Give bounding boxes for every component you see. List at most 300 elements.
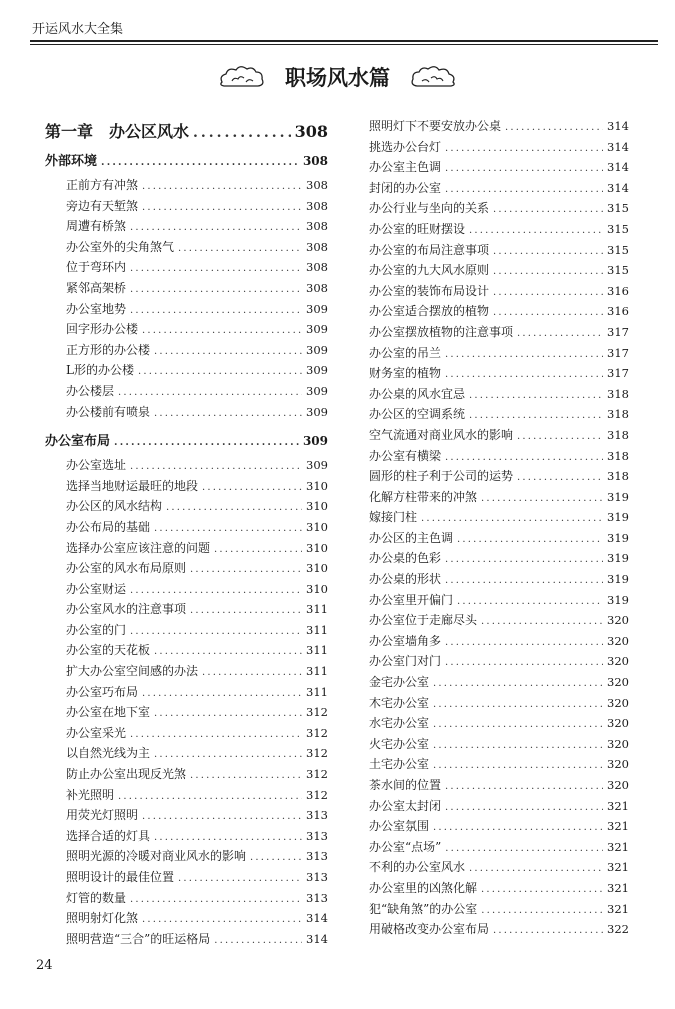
entry-title: 补光照明: [66, 787, 115, 802]
entry-title: 空气流通对商业风水的影响: [369, 427, 514, 442]
entry-title: 办公桌的风水宜忌: [369, 386, 466, 401]
entry-title: 照明光源的冷暖对商业风水的影响: [66, 849, 247, 864]
toc-entry[interactable]: [45, 476, 328, 497]
entry-page: 313: [306, 828, 328, 843]
entry-page: 315: [607, 263, 629, 278]
leader-dots: [445, 365, 603, 386]
entry-page: 321: [607, 880, 629, 895]
entry-page: 314: [306, 931, 328, 946]
entry-page: 316: [607, 283, 629, 298]
entry-page: 311: [306, 622, 328, 637]
toc-entry[interactable]: [369, 899, 629, 920]
toc-entry[interactable]: [369, 816, 629, 837]
toc-entry[interactable]: [45, 455, 328, 476]
toc-entry[interactable]: [45, 908, 328, 929]
toc-entry[interactable]: [369, 446, 629, 467]
leader-dots: [445, 345, 603, 366]
entry-title: 办公室适合摆放的植物: [369, 304, 490, 319]
toc-entry[interactable]: [45, 278, 328, 299]
entry-title: 办公室的九大风水原则: [369, 263, 490, 278]
entry-page: 319: [607, 530, 629, 545]
toc-entry[interactable]: [369, 507, 629, 528]
leader-dots: [481, 901, 603, 922]
entry-page: 320: [607, 633, 629, 648]
toc-entry[interactable]: [369, 693, 629, 714]
entry-title: 灯管的数量: [66, 890, 127, 905]
running-header: [30, 14, 650, 44]
entry-page: 321: [607, 798, 629, 813]
toc-entry[interactable]: [45, 299, 328, 320]
leader-dots: [469, 386, 603, 407]
entry-page: 312: [306, 705, 328, 720]
leader-dots: [433, 715, 603, 736]
part-title: 职场风水篇: [285, 66, 390, 90]
toc-entry[interactable]: [45, 538, 328, 559]
entry-page: 308: [306, 260, 328, 275]
leader-dots: [154, 519, 302, 540]
entry-title: 茶水间的位置: [369, 778, 442, 792]
toc-entry[interactable]: [369, 384, 629, 405]
entry-title: 办公室的布局注意事项: [369, 242, 490, 257]
entry-page: 320: [607, 675, 629, 690]
entry-title: 办公室太封闭: [369, 798, 442, 813]
entry-page: 320: [607, 654, 629, 669]
toc-entry[interactable]: [45, 402, 328, 423]
leader-dots: [445, 159, 603, 180]
entry-page: 312: [306, 767, 328, 782]
toc-entry[interactable]: [45, 640, 328, 661]
entry-page: 319: [607, 592, 629, 607]
entry-page: 314: [607, 119, 629, 133]
toc-entry[interactable]: [369, 343, 629, 364]
leader-dots: [445, 777, 603, 798]
entry-title: 办公区的风水结构: [66, 499, 163, 514]
leader-dots: [130, 218, 302, 239]
leader-dots: [517, 468, 603, 489]
leader-dots: [118, 383, 302, 404]
toc-entry[interactable]: [45, 785, 328, 806]
entry-title: 办公室选址: [66, 458, 127, 473]
entry-page: 310: [306, 499, 328, 514]
chapter-title: 第一章 办公区风水: [45, 122, 190, 141]
entry-title: 犯“缺角煞”的办公室: [369, 901, 478, 916]
leader-dots: [142, 684, 302, 705]
entry-title: 办公桌的形状: [369, 572, 442, 587]
leader-dots: [481, 612, 603, 633]
leader-dots: [101, 149, 299, 176]
toc-entry[interactable]: [45, 805, 328, 826]
entry-page: 319: [607, 510, 629, 525]
entry-page: 310: [306, 581, 328, 596]
toc-entry[interactable]: [45, 888, 328, 909]
leader-dots: [493, 262, 603, 283]
entry-title: 办公室主色调: [369, 160, 442, 175]
entry-title: 办公室的风水布局原则: [66, 561, 187, 576]
entry-page: 316: [607, 304, 629, 319]
toc-entry[interactable]: [45, 743, 328, 764]
leader-dots: [130, 622, 302, 643]
entry-page: 313: [306, 870, 328, 884]
toc-entry[interactable]: [369, 404, 629, 425]
leader-dots: [421, 509, 603, 530]
leader-dots: [517, 427, 603, 448]
toc-entry[interactable]: [45, 319, 328, 340]
entry-title: 用荧光灯照明: [66, 808, 139, 823]
page-number: 24: [36, 958, 53, 973]
leader-dots: [481, 880, 603, 901]
leader-dots: [445, 180, 603, 201]
leader-dots: [202, 478, 302, 499]
entry-title: 办公室有横梁: [369, 448, 442, 463]
entry-page: 309: [306, 383, 328, 398]
toc-column-right: [369, 116, 629, 940]
toc-entry[interactable]: [369, 734, 629, 755]
cloud-ornament-right-icon: [405, 64, 457, 90]
entry-title: 办公室的门: [66, 622, 127, 637]
entry-page: 318: [607, 386, 629, 401]
toc-entry[interactable]: [45, 196, 328, 217]
leader-dots: [433, 736, 603, 757]
leader-dots: [469, 221, 603, 242]
entry-page: 320: [607, 736, 629, 751]
entry-page: 308: [306, 280, 328, 295]
leader-dots: [154, 342, 302, 363]
toc-entry[interactable]: [369, 219, 629, 240]
entry-page: 311: [306, 684, 328, 699]
toc-entry[interactable]: [45, 682, 328, 703]
toc-entry[interactable]: [369, 178, 629, 199]
leader-dots: [505, 118, 603, 139]
entry-page: 314: [607, 180, 629, 195]
toc-entry[interactable]: [45, 929, 328, 950]
entry-title: 周遭有桥煞: [66, 219, 127, 234]
entry-title: 办公室的天花板: [66, 643, 151, 658]
entry-page: 314: [607, 160, 629, 175]
toc-entry[interactable]: [45, 257, 328, 278]
entry-page: 312: [306, 746, 328, 761]
leader-dots: [130, 581, 302, 602]
leader-dots: [190, 601, 302, 622]
entry-title: 办公行业与坐向的关系: [369, 201, 490, 216]
entry-page: 309: [306, 342, 328, 357]
entry-title: 办公室地势: [66, 301, 127, 316]
toc-entry[interactable]: [369, 137, 629, 158]
leader-dots: [493, 303, 603, 324]
leader-dots: [138, 362, 302, 383]
toc-entry[interactable]: [45, 360, 328, 381]
entry-title: L形的办公楼: [66, 363, 134, 378]
leader-dots: [142, 321, 302, 342]
entry-page: 311: [306, 602, 328, 617]
entry-title: 办公布局的基础: [66, 519, 151, 534]
entry-title: 办公楼前有喷泉: [66, 404, 151, 419]
entry-page: 318: [607, 407, 629, 422]
entry-title: 办公区的主色调: [369, 530, 454, 545]
entry-page: 311: [306, 664, 328, 679]
entry-page: 310: [306, 540, 328, 555]
entry-page: 321: [607, 901, 629, 916]
entry-page: 320: [607, 695, 629, 710]
entry-page: 310: [306, 561, 328, 576]
leader-dots: [178, 239, 302, 260]
book-title: 开运风水大全集: [32, 22, 124, 37]
toc-entry[interactable]: [369, 919, 629, 940]
entry-title: 照明射灯化煞: [66, 911, 139, 926]
toc-entry[interactable]: [45, 496, 328, 517]
toc-entry[interactable]: [369, 796, 629, 817]
toc-entry[interactable]: [369, 569, 629, 590]
leader-dots: [445, 839, 603, 860]
leader-dots: [142, 198, 302, 219]
entry-page: 309: [306, 363, 328, 378]
section-entry[interactable]: [45, 148, 328, 175]
entry-page: 314: [306, 911, 328, 926]
leader-dots: [214, 540, 302, 561]
entry-page: 315: [607, 221, 629, 236]
toc-entry[interactable]: [45, 764, 328, 785]
leader-dots: [493, 283, 603, 304]
toc-entry[interactable]: [369, 301, 629, 322]
leader-dots: [154, 404, 302, 425]
toc-entry[interactable]: [369, 672, 629, 693]
leader-dots: [130, 280, 302, 301]
section-entry[interactable]: [45, 428, 328, 455]
entry-title: 外部环境: [45, 154, 98, 169]
entry-page: 318: [607, 427, 629, 442]
toc-entry[interactable]: [45, 517, 328, 538]
leader-dots: [517, 324, 603, 345]
entry-page: 308: [306, 219, 328, 234]
leader-dots: [481, 489, 603, 510]
entry-page: 320: [607, 757, 629, 772]
entry-title: 照明营造“三合”的旺运格局: [66, 931, 211, 946]
leader-dots: [154, 704, 302, 725]
entry-page: 309: [302, 434, 328, 449]
entry-title: 办公区的空调系统: [369, 407, 466, 422]
toc-entry[interactable]: [369, 651, 629, 672]
toc-entry[interactable]: [369, 487, 629, 508]
leader-dots: [154, 828, 302, 849]
header-rule-thin: [30, 44, 658, 45]
entry-page: 308: [306, 239, 328, 254]
entry-page: 313: [306, 849, 328, 864]
toc-entry[interactable]: [369, 610, 629, 631]
leader-dots: [130, 890, 302, 911]
toc-entry[interactable]: [369, 281, 629, 302]
toc-entry[interactable]: [369, 157, 629, 178]
entry-page: 318: [607, 448, 629, 463]
entry-title: 办公室位于走廊尽头: [369, 613, 478, 628]
toc-entry[interactable]: [45, 867, 328, 888]
toc-list-right: [369, 116, 629, 940]
toc-entry[interactable]: [45, 723, 328, 744]
entry-title: 办公室布局: [45, 434, 111, 450]
entry-title: 办公室的装饰布局设计: [369, 283, 490, 298]
toc-entry[interactable]: [369, 363, 629, 384]
entry-page: 309: [306, 458, 328, 473]
entry-title: 选择当地财运最旺的地段: [66, 478, 199, 493]
entry-page: 308: [302, 154, 328, 168]
entry-title: 圆形的柱子利于公司的运势: [369, 469, 514, 484]
leader-dots: [193, 117, 291, 149]
toc-entry[interactable]: [45, 826, 328, 847]
toc-entry[interactable]: [369, 198, 629, 219]
entry-title: 不利的办公室风水: [369, 860, 466, 875]
entry-title: 照明设计的最佳位置: [66, 870, 175, 884]
entry-page: 321: [607, 860, 629, 875]
leader-dots: [493, 200, 603, 221]
cloud-ornament-left-icon: [218, 64, 270, 90]
entry-page: 309: [306, 301, 328, 316]
leader-dots: [433, 818, 603, 839]
toc-entry[interactable]: [369, 857, 629, 878]
leader-dots: [130, 301, 302, 322]
entry-title: 木宅办公室: [369, 695, 430, 710]
leader-dots: [154, 745, 302, 766]
toc-entry[interactable]: [45, 599, 328, 620]
entry-page: 317: [607, 345, 629, 360]
entry-title: 紧邻高架桥: [66, 280, 127, 295]
entry-title: 办公室的旺财摆设: [369, 221, 466, 236]
entry-title: 土宅办公室: [369, 757, 430, 772]
entry-title: 扩大办公室空间感的办法: [66, 664, 199, 679]
entry-page: 308: [306, 198, 328, 213]
leader-dots: [433, 695, 603, 716]
toc-entry[interactable]: [369, 240, 629, 261]
entry-title: 照明灯下不要安放办公桌: [369, 119, 502, 133]
entry-title: 办公室里开偏门: [369, 592, 454, 607]
toc-entry[interactable]: [45, 216, 328, 237]
toc-entry[interactable]: [45, 381, 328, 402]
entry-title: 选择合适的灯具: [66, 828, 151, 843]
entry-page: 315: [607, 201, 629, 216]
entry-title: 办公室的吊兰: [369, 345, 442, 360]
entry-page: 309: [306, 322, 328, 337]
entry-page: 319: [607, 489, 629, 504]
entry-page: 319: [607, 572, 629, 587]
toc-entry[interactable]: [45, 620, 328, 641]
toc-entry[interactable]: [369, 837, 629, 858]
entry-page: 315: [607, 242, 629, 257]
toc-entry[interactable]: [45, 846, 328, 867]
leader-dots: [457, 592, 603, 613]
entry-page: 313: [306, 808, 328, 823]
leader-dots: [178, 869, 302, 890]
entry-title: 正前方有冲煞: [66, 178, 139, 192]
entry-title: 办公室墙角多: [369, 633, 442, 648]
leader-dots: [166, 498, 302, 519]
leader-dots: [214, 931, 302, 952]
toc-entry[interactable]: [369, 713, 629, 734]
toc-entry[interactable]: [369, 116, 629, 137]
entry-title: 办公室“点场”: [369, 839, 442, 854]
entry-title: 办公室外的尖角煞气: [66, 239, 175, 254]
entry-page: 312: [306, 725, 328, 740]
leader-dots: [445, 798, 603, 819]
toc-entry[interactable]: [45, 340, 328, 361]
toc-entry[interactable]: [369, 322, 629, 343]
toc-entry[interactable]: [369, 878, 629, 899]
entry-title: 办公室里的凶煞化解: [369, 880, 478, 895]
entry-page: 311: [306, 643, 328, 658]
entry-title: 财务室的植物: [369, 366, 442, 381]
toc-entry[interactable]: [369, 631, 629, 652]
leader-dots: [250, 848, 302, 869]
chapter-entry[interactable]: [45, 116, 328, 148]
toc-entry[interactable]: [45, 175, 328, 196]
entry-page: 313: [306, 890, 328, 905]
leader-dots: [469, 859, 603, 880]
leader-dots: [130, 725, 302, 746]
entry-page: 317: [607, 324, 629, 339]
leader-dots: [190, 560, 302, 581]
entry-title: 回字形办公楼: [66, 322, 139, 337]
leader-dots: [154, 642, 302, 663]
entry-page: 321: [607, 839, 629, 854]
leader-dots: [445, 633, 603, 654]
toc-entry[interactable]: [369, 425, 629, 446]
toc-entry[interactable]: [369, 548, 629, 569]
entry-title: 防止办公室出现反光煞: [66, 767, 187, 782]
entry-title: 位于弯环内: [66, 260, 127, 275]
leader-dots: [202, 663, 302, 684]
leader-dots: [130, 457, 302, 478]
leader-dots: [142, 910, 302, 931]
toc-list-left: [45, 148, 328, 949]
leader-dots: [433, 756, 603, 777]
entry-title: 用破格改变办公室布局: [369, 922, 490, 937]
leader-dots: [445, 139, 603, 160]
toc-entry[interactable]: [369, 260, 629, 281]
entry-page: 318: [607, 469, 629, 484]
entry-page: 308: [306, 178, 328, 192]
entry-title: 办公室财运: [66, 581, 127, 596]
toc-entry[interactable]: [369, 528, 629, 549]
leader-dots: [469, 406, 603, 427]
leader-dots: [493, 921, 603, 942]
toc-entry[interactable]: [369, 775, 629, 796]
toc-entry[interactable]: [45, 661, 328, 682]
toc-entry[interactable]: [369, 590, 629, 611]
entry-title: 办公室氛围: [369, 819, 430, 834]
leader-dots: [457, 530, 603, 551]
entry-title: 选择办公室应该注意的问题: [66, 540, 211, 555]
entry-page: 310: [306, 478, 328, 493]
entry-title: 金宅办公室: [369, 675, 430, 690]
entry-page: 321: [607, 819, 629, 834]
toc-entry[interactable]: [45, 237, 328, 258]
toc-column-left: [45, 116, 328, 949]
entry-page: 309: [306, 404, 328, 419]
entry-page: 320: [607, 716, 629, 731]
toc-entry[interactable]: [369, 466, 629, 487]
part-banner: [0, 62, 675, 102]
entry-title: 以自然光线为主: [66, 746, 151, 761]
leader-dots: [142, 807, 302, 828]
toc-entry[interactable]: [45, 579, 328, 600]
entry-title: 火宅办公室: [369, 736, 430, 751]
chapter-page: 308: [294, 122, 328, 141]
leader-dots: [114, 429, 299, 456]
toc-entry[interactable]: [45, 558, 328, 579]
entry-page: 322: [607, 922, 629, 937]
toc-entry[interactable]: [45, 702, 328, 723]
entry-title: 化解方柱带来的冲煞: [369, 489, 478, 504]
leader-dots: [445, 448, 603, 469]
entry-page: 320: [607, 778, 629, 792]
toc-entry[interactable]: [369, 754, 629, 775]
entry-title: 封闭的办公室: [369, 180, 442, 195]
